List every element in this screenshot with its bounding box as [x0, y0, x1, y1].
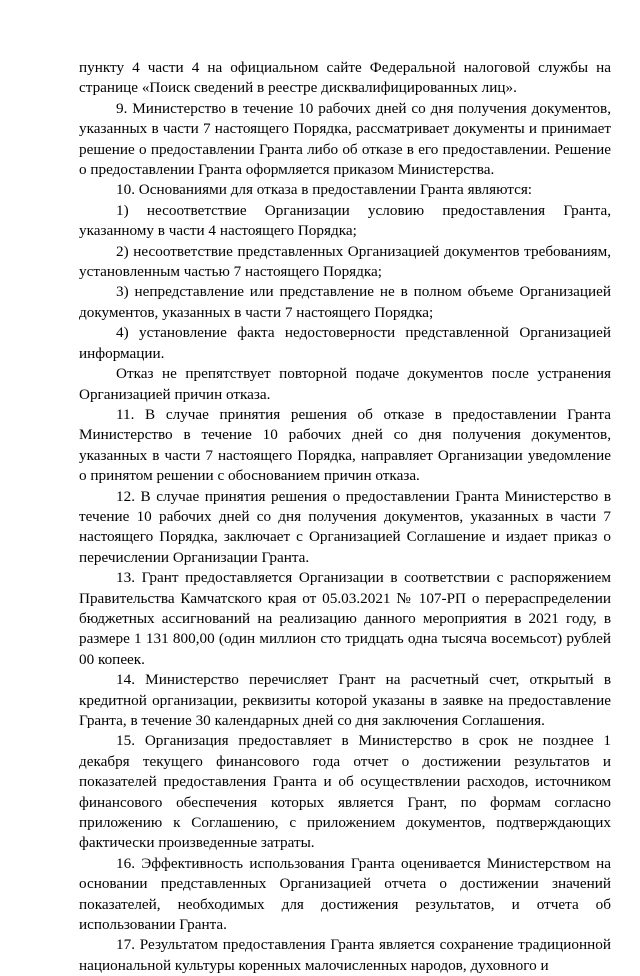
paragraph: пункту 4 части 4 на официальном сайте Федеральной налоговой службы на странице «Поиск сведений в реестре дисквалифицированных лиц».	[79, 59, 611, 97]
paragraph: 4) установление факта недостоверности представленной Организацией информации.	[79, 324, 611, 362]
paragraph: 9. Министерство в течение 10 рабочих дней со дня получения документов, указанных в части 7 настоящего Порядка, рассматривает документы и принимает решение о предоставлении Гранта либо об отказе в его предоставлении. Решение о предоставлении Гранта оформляется приказом Министерства.	[79, 99, 611, 179]
paragraph: 16. Эффективность использования Гранта оценивается Министерством на основании представленных Организацией отчета о достижении значений показателей, необходимых для достижения результатов, и отчета об использовании Гранта.	[79, 854, 611, 934]
paragraph: Отказ не препятствует повторной подаче документов после устранения Организацией причин отказа.	[79, 365, 611, 403]
paragraph: 3) непредставление или представление не в полном объеме Организацией документов, указанных в части 7 настоящего Порядка;	[79, 283, 611, 321]
paragraph: 13. Грант предоставляется Организации в соответствии с распоряжением Правительства Камчатского края от 05.03.2021 № 107-РП о перераспределении бюджетных ассигнований на реализацию данного мероприятия в 2021 году, в размере 1 131 800,00 (один миллион сто тридцать одна тысяча восемьсот) рублей 00 копеек.	[79, 569, 611, 668]
paragraph: 15. Организация предоставляет в Министерство в срок не позднее 1 декабря текущего финансового года отчет о достижении результатов и показателей предоставления Гранта и об осуществлении расходов, источником финансового обеспечения которых является Грант, по формам согласно приложению к Соглашению, с приложением документов, подтверждающих фактически произведенные затраты.	[79, 732, 611, 852]
paragraph: 1) несоответствие Организации условию предоставления Гранта, указанному в части 4 настоящего Порядка;	[79, 201, 611, 240]
paragraph: 10. Основаниями для отказа в предоставлении Гранта являются:	[116, 181, 533, 199]
paragraph: 14. Министерство перечисляет Грант на расчетный счет, открытый в кредитной организации, реквизиты которой указаны в заявке на предоставление Гранта, в течение 30 календарных дней со дня заключения Соглашения.	[79, 671, 611, 729]
paragraph: 17. Результатом предоставления Гранта является сохранение традиционной национальной культуры коренных малочисленных народов, духовного и	[79, 936, 611, 974]
paragraph: 12. В случае принятия решения о предоставлении Гранта Министерство в течение 10 рабочих дней со дня получения документов, указанных в части 7 настоящего Порядка, заключает с Организацией Соглашение и издает приказ о перечислении Организации Гранта.	[79, 487, 611, 566]
paragraph: 2) несоответствие представленных Организацией документов требованиям, установленным частью 7 настоящего Порядка;	[79, 242, 611, 281]
document-body	[79, 58, 611, 976]
paragraph: 11. В случае принятия решения об отказе в предоставлении Гранта Министерство в течение 10 рабочих дней со дня получения документов, указанных в части 7 настоящего Порядка, направляет Организации уведомление о принятом решении с обоснованием причин отказа.	[79, 405, 611, 485]
